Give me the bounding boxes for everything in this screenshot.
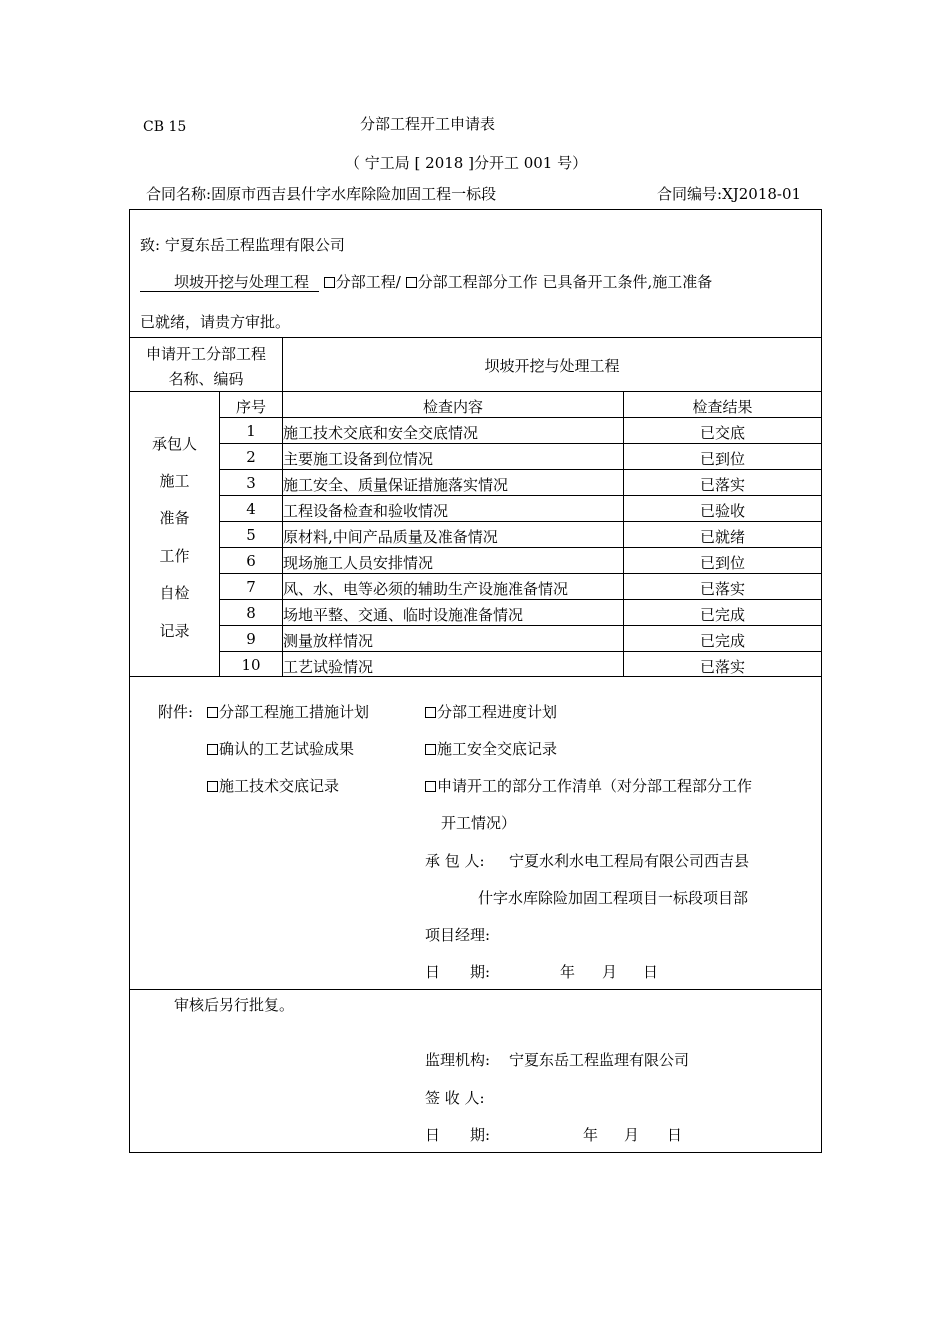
checkbox-icon[interactable] (207, 744, 218, 755)
row-content: 场地平整、交通、临时设施准备情况 (283, 606, 524, 624)
side-label: 承包人 (151, 435, 197, 453)
date-year: 年 (560, 963, 576, 981)
approval-date-label: 日 期: (425, 1126, 491, 1144)
contract-no-value: XJ2018-01 (722, 185, 802, 203)
supervisor-label: 监理机构: (425, 1051, 491, 1069)
contract-name-value: 固原市西吉县什字水库除险加固工程一标段 (211, 185, 497, 203)
row-content: 施工安全、质量保证措施落实情况 (283, 476, 509, 494)
attachment-item: 施工安全交底记录 (425, 738, 557, 759)
row-content: 风、水、电等必须的辅助生产设施准备情况 (283, 580, 569, 598)
row-no: 8 (246, 604, 256, 622)
divider (219, 573, 822, 574)
row-no: 4 (246, 500, 256, 518)
row-result: 已落实 (699, 580, 745, 598)
row-no: 5 (246, 526, 256, 544)
attachment-item: 申请开工的部分工作清单（对分部工程部分工作 (425, 775, 752, 796)
date-month: 月 (624, 1126, 640, 1144)
row-result: 已完成 (699, 632, 745, 650)
date-month: 月 (602, 963, 618, 981)
checkbox-icon[interactable] (324, 277, 335, 288)
row-result: 已完成 (699, 606, 745, 624)
row-no: 1 (246, 422, 256, 440)
divider (219, 547, 822, 548)
divider (219, 443, 822, 444)
divider (219, 495, 822, 496)
row-result: 已验收 (699, 502, 745, 520)
manager-label: 项目经理: (425, 926, 491, 944)
row-content: 测量放样情况 (283, 632, 374, 650)
contract-number (657, 183, 801, 204)
attachment-item: 分部工程进度计划 (425, 701, 557, 722)
option-subproject-part: 分部工程部分工作 (417, 273, 538, 291)
divider (219, 599, 822, 600)
divider (219, 651, 822, 652)
checkbox-icon[interactable] (406, 277, 417, 288)
side-label: 工作 (159, 547, 190, 565)
checkbox-icon[interactable] (207, 781, 218, 792)
row-no: 2 (246, 448, 256, 466)
attachment-item: 确认的工艺试验成果 (207, 738, 354, 759)
row-no: 10 (241, 656, 261, 674)
col-header-result: 检查结果 (692, 398, 753, 416)
row-content: 现场施工人员安排情况 (283, 554, 434, 572)
divider (219, 521, 822, 522)
contract-no-label: 合同编号: (657, 185, 723, 203)
divider (129, 337, 822, 338)
checkbox-icon[interactable] (425, 744, 436, 755)
form-number: （ 宁工局 [ 2018 ]分开工 001 号） (345, 154, 588, 172)
attachment-item: 施工技术交底记录 (207, 775, 339, 796)
divider (129, 391, 822, 392)
checkbox-icon[interactable] (207, 707, 218, 718)
contractor-line1: 宁夏水利水电工程局有限公司西吉县 (509, 852, 750, 870)
row-result: 已到位 (699, 450, 745, 468)
col-header-no: 序号 (235, 398, 266, 416)
row-no: 3 (246, 474, 256, 492)
row-content: 施工技术交底和安全交底情况 (283, 424, 479, 442)
project-name-underlined: 坝坡开挖与处理工程 (140, 273, 319, 292)
contractor-label: 承 包 人: (425, 852, 485, 870)
date-day: 日 (667, 1126, 683, 1144)
attachment-item: 分部工程施工措施计划 (207, 701, 369, 722)
checkbox-icon[interactable] (425, 781, 436, 792)
row-content: 工程设备检查和验收情况 (283, 502, 449, 520)
contract-name (146, 183, 496, 204)
row-result: 已交底 (699, 424, 745, 442)
approval-note: 审核后另行批复。 (174, 996, 295, 1014)
attachment-item-continued: 开工情况） (441, 814, 517, 832)
checkbox-icon[interactable] (425, 707, 436, 718)
row-content: 原材料,中间产品质量及准备情况 (283, 528, 498, 546)
row-result: 已到位 (699, 554, 745, 572)
row-no: 7 (246, 578, 256, 596)
contractor-line2: 什字水库除险加固工程项目一标段项目部 (478, 889, 749, 907)
row-no: 9 (246, 630, 256, 648)
side-label: 准备 (159, 509, 190, 527)
side-label: 自检 (159, 584, 190, 602)
row-content: 主要施工设备到位情况 (283, 450, 434, 468)
receiver-label: 签 收 人: (425, 1089, 485, 1107)
divider (129, 989, 822, 990)
row-result: 已落实 (699, 476, 745, 494)
attachments-label: 附件: (158, 703, 194, 721)
apply-value: 坝坡开挖与处理工程 (484, 357, 620, 375)
statement-tail: 已具备开工条件,施工准备 (542, 273, 713, 291)
row-result: 已落实 (699, 658, 745, 676)
divider (219, 417, 822, 418)
divider (219, 625, 822, 626)
form-title: 分部工程开工申请表 (360, 115, 496, 133)
statement-line2: 已就绪，请贵方审批。 (140, 313, 291, 331)
addressee: 致: 宁夏东岳工程监理有限公司 (140, 236, 345, 254)
apply-label-line2: 名称、编码 (168, 370, 244, 388)
supervisor-value: 宁夏东岳工程监理有限公司 (509, 1051, 690, 1069)
application-statement (140, 271, 712, 292)
date-day: 日 (643, 963, 659, 981)
apply-label-line1: 申请开工分部工程 (145, 345, 266, 363)
row-content: 工艺试验情况 (283, 658, 374, 676)
form-code: CB 15 (143, 119, 187, 135)
col-header-content: 检查内容 (422, 398, 483, 416)
contractor-date-label: 日 期: (425, 963, 491, 981)
row-result: 已就绪 (699, 528, 745, 546)
side-label: 施工 (159, 472, 190, 490)
divider (219, 469, 822, 470)
date-year: 年 (583, 1126, 599, 1144)
option-subproject: 分部工程/ (335, 273, 401, 291)
side-label: 记录 (159, 622, 190, 640)
contract-name-label: 合同名称: (146, 185, 212, 203)
row-no: 6 (246, 552, 256, 570)
